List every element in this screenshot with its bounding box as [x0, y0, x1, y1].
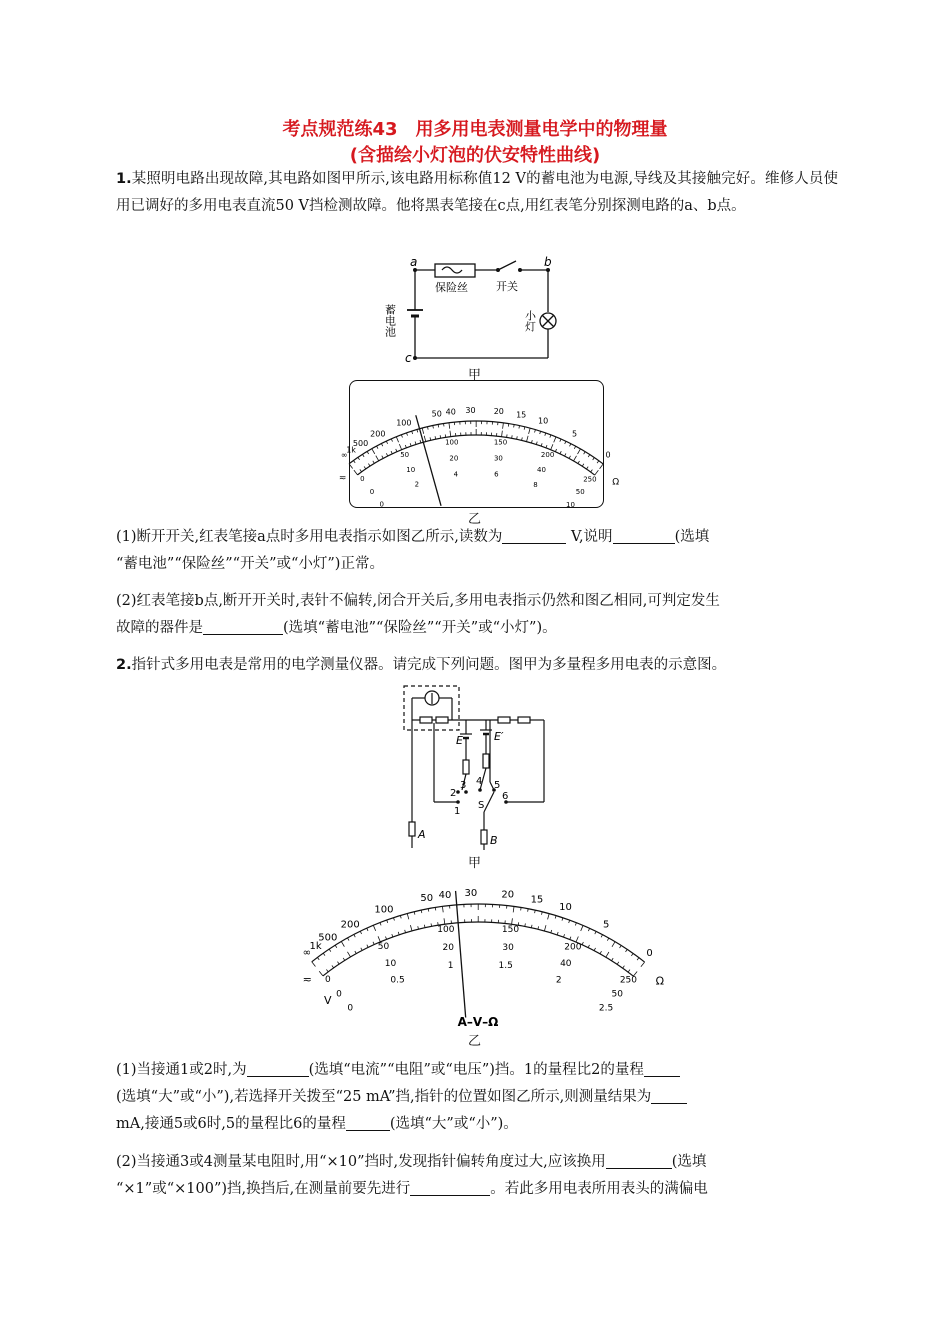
- q1-sub2: [116, 588, 838, 642]
- linear-label: 0.5: [390, 975, 405, 986]
- tick-top: [449, 423, 450, 429]
- scale-arc-1: [358, 435, 595, 475]
- tick-mid: [594, 948, 595, 951]
- linear-label: 2.5: [598, 1003, 614, 1014]
- label-battery: 蓄电池: [383, 304, 397, 337]
- tick-mid: [606, 952, 609, 957]
- tick-mid: [512, 435, 513, 438]
- tick-top: [381, 444, 382, 447]
- linear-label: 30: [493, 454, 503, 463]
- q2-blank-range12[interactable]: [644, 1060, 680, 1077]
- tick-top: [393, 918, 394, 921]
- tick-top: [358, 457, 360, 459]
- tick-top: [407, 914, 409, 920]
- tick-mid: [405, 930, 406, 933]
- tick-top: [367, 928, 368, 931]
- tick-mid: [512, 918, 513, 924]
- tick-top: [562, 918, 563, 921]
- tick-mid: [536, 442, 537, 445]
- tick-top: [387, 920, 388, 923]
- tick-mid: [396, 449, 397, 452]
- tick-top: [323, 953, 325, 955]
- tick-mid: [431, 923, 432, 926]
- ohm-label: 10: [537, 416, 549, 426]
- label-n5: 5: [494, 780, 501, 791]
- tick-top: [360, 931, 361, 934]
- tick-mid: [367, 945, 368, 948]
- tick-top: [620, 945, 622, 948]
- tick-mid: [541, 443, 542, 446]
- linear-label: 100: [445, 438, 459, 447]
- q1-meter-dial: [338, 380, 620, 509]
- ohm-label: 100: [374, 904, 394, 916]
- tick-top: [528, 909, 529, 912]
- ohm-label: 5: [603, 919, 610, 931]
- tick-mid: [420, 440, 421, 443]
- q1-sub2-text-b: 故障的器件是: [116, 620, 203, 636]
- ohm-label: 100: [396, 418, 412, 428]
- tick-top: [401, 435, 402, 438]
- dc-symbol: ≂: [302, 973, 312, 987]
- label-S: S: [478, 800, 485, 811]
- linear-label: 0: [325, 975, 331, 986]
- linear-label: 1: [447, 960, 454, 971]
- linear-label: 2: [414, 480, 420, 489]
- linear-label: 10: [384, 958, 397, 969]
- tick-top: [597, 461, 599, 463]
- label-lamp: 小灯: [523, 310, 537, 332]
- linear-label: 0: [336, 989, 342, 1000]
- ohm-label: 500: [352, 439, 369, 449]
- tick-mid: [560, 451, 561, 454]
- linear-label: 250: [583, 475, 597, 484]
- tick-mid: [612, 958, 614, 961]
- tick-mid: [355, 951, 356, 954]
- q2-meter-scale: [302, 872, 665, 1034]
- tick-top: [574, 446, 575, 449]
- linear-label: 10: [406, 465, 416, 474]
- tick-top: [565, 441, 566, 444]
- tick-top: [554, 437, 556, 443]
- tick-mid: [444, 918, 445, 924]
- ohm-label: 40: [445, 407, 456, 417]
- tick-top: [428, 909, 429, 912]
- q1-blank-reading[interactable]: [502, 527, 566, 544]
- tick-top: [569, 920, 570, 923]
- ohm-label: ∞: [302, 947, 311, 959]
- tick-top: [601, 935, 602, 938]
- ohm-label: 10: [559, 902, 572, 914]
- linear-label: 1.5: [498, 960, 513, 971]
- q2-sub2: [116, 1149, 838, 1203]
- label-n3: 3: [460, 780, 467, 791]
- tick-mid: [628, 970, 630, 972]
- q1-sub1-text-a: (1)断开开关,红表笔接a点时多用电表指示如图乙所示,读数为: [116, 529, 503, 545]
- label-A: A: [418, 828, 426, 841]
- tick-top: [312, 962, 316, 967]
- q2-blank-zero[interactable]: [410, 1179, 490, 1196]
- tick-mid: [588, 945, 589, 948]
- tick-mid: [617, 962, 619, 964]
- tick-top: [422, 428, 424, 434]
- tick-top: [373, 925, 375, 931]
- tick-mid: [576, 936, 578, 942]
- tick-mid: [525, 923, 526, 926]
- linear-label: 40: [560, 958, 572, 969]
- tick-top: [545, 433, 546, 436]
- tick-top: [412, 431, 413, 434]
- q1-circuit-diagram: [380, 255, 580, 370]
- label-E-prime: E′: [494, 730, 504, 743]
- label-B: B: [490, 834, 498, 847]
- tick-mid: [354, 470, 358, 475]
- linear-label: 50: [400, 451, 410, 460]
- tick-top: [341, 941, 344, 946]
- label-b: b: [544, 255, 552, 269]
- linear-label: 150: [501, 925, 520, 936]
- linear-label: 8: [533, 480, 538, 489]
- tick-top: [417, 429, 418, 432]
- tick-top: [555, 916, 556, 919]
- tick-top: [584, 452, 586, 455]
- tick-mid: [569, 456, 570, 459]
- q2-sub2-text-b: (选填: [671, 1154, 707, 1170]
- linear-label: 0: [360, 475, 365, 484]
- q2-sub2-text-a: (2)当接通3或4测量某电阻时,用“×10”挡时,发现指针偏转角度过大,应该换用: [116, 1154, 606, 1170]
- tick-mid: [386, 453, 387, 456]
- tick-mid: [557, 932, 558, 935]
- tick-top: [354, 934, 355, 937]
- meter-pointer: [416, 415, 441, 506]
- tick-top: [367, 451, 369, 454]
- linear-label: 2: [555, 975, 562, 986]
- tick-mid: [582, 464, 584, 467]
- tick-mid: [424, 436, 426, 442]
- tick-top: [588, 455, 590, 458]
- ohm-label: 200: [370, 429, 386, 439]
- tick-top: [503, 423, 504, 429]
- label-a: a: [410, 255, 418, 269]
- tick-top: [396, 437, 398, 443]
- scale-arc-1: [323, 919, 633, 976]
- tick-top: [560, 439, 561, 442]
- tick-mid: [405, 445, 406, 448]
- meter-pointer: [456, 891, 466, 1018]
- tick-mid: [373, 942, 374, 945]
- tick-mid: [378, 936, 380, 942]
- tick-mid: [415, 442, 416, 445]
- tick-top: [353, 460, 355, 462]
- ohm-label: 1k: [346, 445, 356, 455]
- tick-top: [600, 464, 604, 469]
- tick-mid: [574, 456, 577, 461]
- q2-sub1-text-c: (选填“大”或“小”),若选择开关拨至“25 mA”挡,指针的位置如图乙所示,则测量结果为: [116, 1089, 652, 1105]
- q1-sub1-text-b: V,说明: [571, 529, 613, 545]
- tick-mid: [392, 934, 393, 937]
- tick-top: [513, 906, 514, 912]
- q1-blank-normal[interactable]: [613, 527, 675, 544]
- tick-top: [595, 931, 596, 934]
- page-subtitle: (含描绘小灯泡的伏安特性曲线): [349, 145, 601, 166]
- tick-mid: [376, 456, 379, 461]
- linear-label: 10: [566, 500, 575, 509]
- tick-mid: [565, 453, 566, 456]
- q1-sub1-text-d: “蓄电池”“保险丝”“开关”或“小灯”)正常。: [116, 556, 384, 572]
- tick-top: [588, 928, 589, 931]
- tick-mid: [326, 969, 328, 971]
- tick-mid: [343, 958, 345, 961]
- tick-top: [438, 424, 439, 427]
- tick-top: [548, 914, 550, 920]
- q1-sub2-text-a: (2)红表笔接b点,断开开关时,表针不偏转,闭合开关后,多用电表指示仍然和图乙相同,可判定发生: [116, 593, 720, 609]
- tick-mid: [440, 435, 441, 438]
- tick-top: [391, 439, 392, 442]
- ohm-label: 40: [438, 889, 452, 901]
- tick-mid: [546, 445, 547, 448]
- tick-top: [372, 449, 375, 454]
- tick-mid: [564, 934, 565, 937]
- linear-label: 6: [494, 470, 499, 479]
- tick-mid: [450, 431, 451, 437]
- tick-mid: [531, 440, 532, 443]
- label-n6: 6: [502, 791, 509, 802]
- tick-mid: [361, 948, 362, 951]
- ohm-label: 20: [493, 407, 504, 417]
- q1-blank-fault[interactable]: [203, 618, 283, 635]
- tick-top: [317, 957, 319, 959]
- q2-sub1-text-a: (1)当接通1或2时,为: [116, 1062, 247, 1078]
- tick-mid: [623, 966, 625, 968]
- tick-top: [607, 938, 608, 941]
- tick-top: [575, 923, 576, 926]
- q1-sub1-text-c: (选填: [674, 529, 710, 545]
- tick-mid: [410, 443, 411, 446]
- ohm-label: 200: [340, 919, 360, 931]
- tick-mid: [582, 942, 583, 945]
- q2-multimeter-schematic: [398, 682, 558, 854]
- tick-top: [578, 449, 581, 454]
- tick-mid: [332, 965, 334, 967]
- tick-mid: [347, 952, 350, 957]
- linear-label: 20: [442, 942, 454, 953]
- linear-label: 100: [437, 925, 455, 936]
- linear-label: 200: [564, 942, 582, 953]
- tick-top: [349, 464, 353, 469]
- linear-label: 0: [379, 500, 384, 509]
- linear-label: 50: [611, 989, 623, 1000]
- q2-blank-range56[interactable]: [346, 1114, 390, 1131]
- q2-fig-a-caption: 甲: [468, 856, 482, 871]
- tick-mid: [360, 469, 362, 471]
- tick-mid: [586, 467, 588, 469]
- q2-number: 2.: [116, 657, 132, 673]
- ohm-label: 20: [501, 889, 515, 901]
- tick-mid: [410, 925, 412, 931]
- q2-intro-text: 指针式多用电表是常用的电学测量仪器。请完成下列问题。图甲为多量程多用电表的示意图。: [131, 657, 727, 673]
- tick-top: [570, 444, 571, 447]
- q2-blank-switch[interactable]: [606, 1152, 672, 1169]
- tick-top: [442, 906, 443, 912]
- tick-top: [581, 925, 583, 931]
- linear-label: 250: [619, 975, 638, 986]
- tick-top: [550, 435, 551, 438]
- q1-dial-svg: [338, 381, 620, 509]
- tick-mid: [391, 451, 392, 454]
- tick-mid: [595, 470, 599, 475]
- tick-top: [593, 458, 595, 460]
- ac-symbol: V: [324, 994, 332, 1007]
- ohm-label: 30: [465, 406, 476, 416]
- linear-label: 50: [377, 942, 390, 953]
- q2-sub1-text-d: mA,接通5或6时,5的量程比6的量程: [116, 1116, 346, 1132]
- tick-mid: [544, 925, 546, 931]
- linear-label: 20: [449, 454, 459, 463]
- ohm-label: 50: [420, 892, 434, 904]
- q2-sub1-text-e: (选填“大”或“小”)。: [389, 1116, 518, 1132]
- q2-blank-type[interactable]: [247, 1060, 309, 1077]
- ohm-label: 500: [318, 932, 338, 944]
- tick-top: [626, 949, 628, 951]
- tick-mid: [600, 951, 601, 954]
- tick-mid: [399, 444, 401, 450]
- label-n2: 2: [450, 788, 457, 799]
- q2-sub2-text-d: 。若此多用电表所用表头的满偏电: [490, 1181, 708, 1197]
- linear-label: 4: [453, 470, 459, 479]
- tick-top: [529, 428, 531, 434]
- q2-sub2-text-c: “×1”或“×100”)挡,换挡后,在测量前要先进行: [116, 1181, 411, 1197]
- scale-arc-0: [309, 904, 645, 962]
- label-switch: 开关: [496, 280, 518, 293]
- tick-mid: [398, 932, 399, 935]
- tick-top: [386, 441, 387, 444]
- tick-mid: [502, 431, 503, 437]
- tick-top: [380, 923, 381, 926]
- q2-sub1: [116, 1057, 838, 1138]
- tick-top: [348, 938, 349, 941]
- linear-label: 200: [540, 451, 555, 460]
- tick-mid: [337, 962, 339, 964]
- linear-label: 0: [369, 487, 375, 496]
- dc-symbol: ≂: [338, 473, 347, 484]
- tick-mid: [382, 456, 383, 459]
- ohm-label: ∞: [340, 450, 348, 460]
- tick-top: [540, 431, 541, 434]
- tick-top: [362, 454, 364, 457]
- linear-label: 150: [493, 438, 508, 447]
- tick-top: [407, 433, 408, 436]
- ohm-unit: Ω: [655, 974, 665, 988]
- tick-top: [377, 446, 378, 449]
- tick-top: [335, 945, 337, 948]
- tick-top: [637, 958, 639, 960]
- q1-intro-text: 某照明电路出现故障,其电路如图甲所示,该电路用标称值12 V的蓄电池为电源,导线及其接触完好。维修人员使用已调好的多用电表直流50 V挡检测故障。他将黑表笔接在c点,用红表笔分别探测电路的a、b点。: [116, 171, 838, 214]
- q2-sub1-text-b: (选填“电流”“电阻”或“电压”)挡。1的量程比2的量程: [308, 1062, 644, 1078]
- label-fuse: 保险丝: [435, 281, 468, 294]
- ohm-label: 0: [646, 947, 653, 959]
- ohm-label: 5: [571, 429, 578, 439]
- tick-mid: [319, 971, 323, 976]
- tick-mid: [364, 466, 366, 468]
- q1-fig-a-caption: 甲: [468, 368, 482, 383]
- tick-mid: [373, 461, 375, 464]
- tick-top: [631, 953, 633, 955]
- tick-mid: [368, 464, 370, 467]
- linear-label: 30: [502, 943, 514, 954]
- label-E: E: [456, 734, 463, 747]
- tick-mid: [527, 436, 529, 442]
- tick-mid: [578, 461, 580, 464]
- page-title: 考点规范练43 用多用电表测量电学中的物理量: [282, 119, 668, 140]
- q2-intro: [116, 652, 838, 679]
- label-n4: 4: [476, 776, 483, 787]
- tick-top: [514, 424, 515, 427]
- ohm-label: 50: [431, 409, 442, 419]
- tick-top: [612, 942, 615, 947]
- tick-top: [535, 430, 536, 433]
- tick-top: [400, 915, 401, 918]
- ohm-label: 1k: [309, 940, 322, 952]
- tick-mid: [591, 470, 593, 472]
- linear-label: 0: [347, 1003, 354, 1014]
- ohm-unit: Ω: [612, 477, 620, 488]
- ohm-label: 0: [605, 450, 611, 460]
- q1-fig-b-caption: 乙: [468, 512, 482, 527]
- q2-fig-b-caption: 乙: [468, 1034, 482, 1049]
- tick-mid: [551, 444, 553, 450]
- q2-blank-reading[interactable]: [651, 1087, 687, 1104]
- q1-intro: [116, 166, 838, 220]
- tick-mid: [385, 937, 386, 940]
- label-n1: 1: [454, 806, 461, 817]
- linear-label: 50: [575, 488, 585, 497]
- label-c: c: [405, 351, 412, 365]
- ohm-label: 15: [530, 894, 544, 906]
- q1-sub2-text-c: (选填“蓄电池”“保险丝”“开关”或“小灯”)。: [283, 620, 557, 636]
- tick-top: [329, 949, 331, 951]
- q1-number: 1.: [116, 171, 132, 187]
- tick-mid: [551, 930, 552, 933]
- ohm-label: 30: [464, 888, 478, 900]
- tick-mid: [555, 449, 556, 452]
- tick-top: [641, 962, 645, 967]
- q1-sub1: [116, 524, 838, 578]
- ohm-label: 15: [516, 410, 527, 420]
- bottom-label: A–V–Ω: [457, 1015, 499, 1029]
- linear-label: 40: [537, 465, 546, 474]
- tick-mid: [570, 937, 571, 940]
